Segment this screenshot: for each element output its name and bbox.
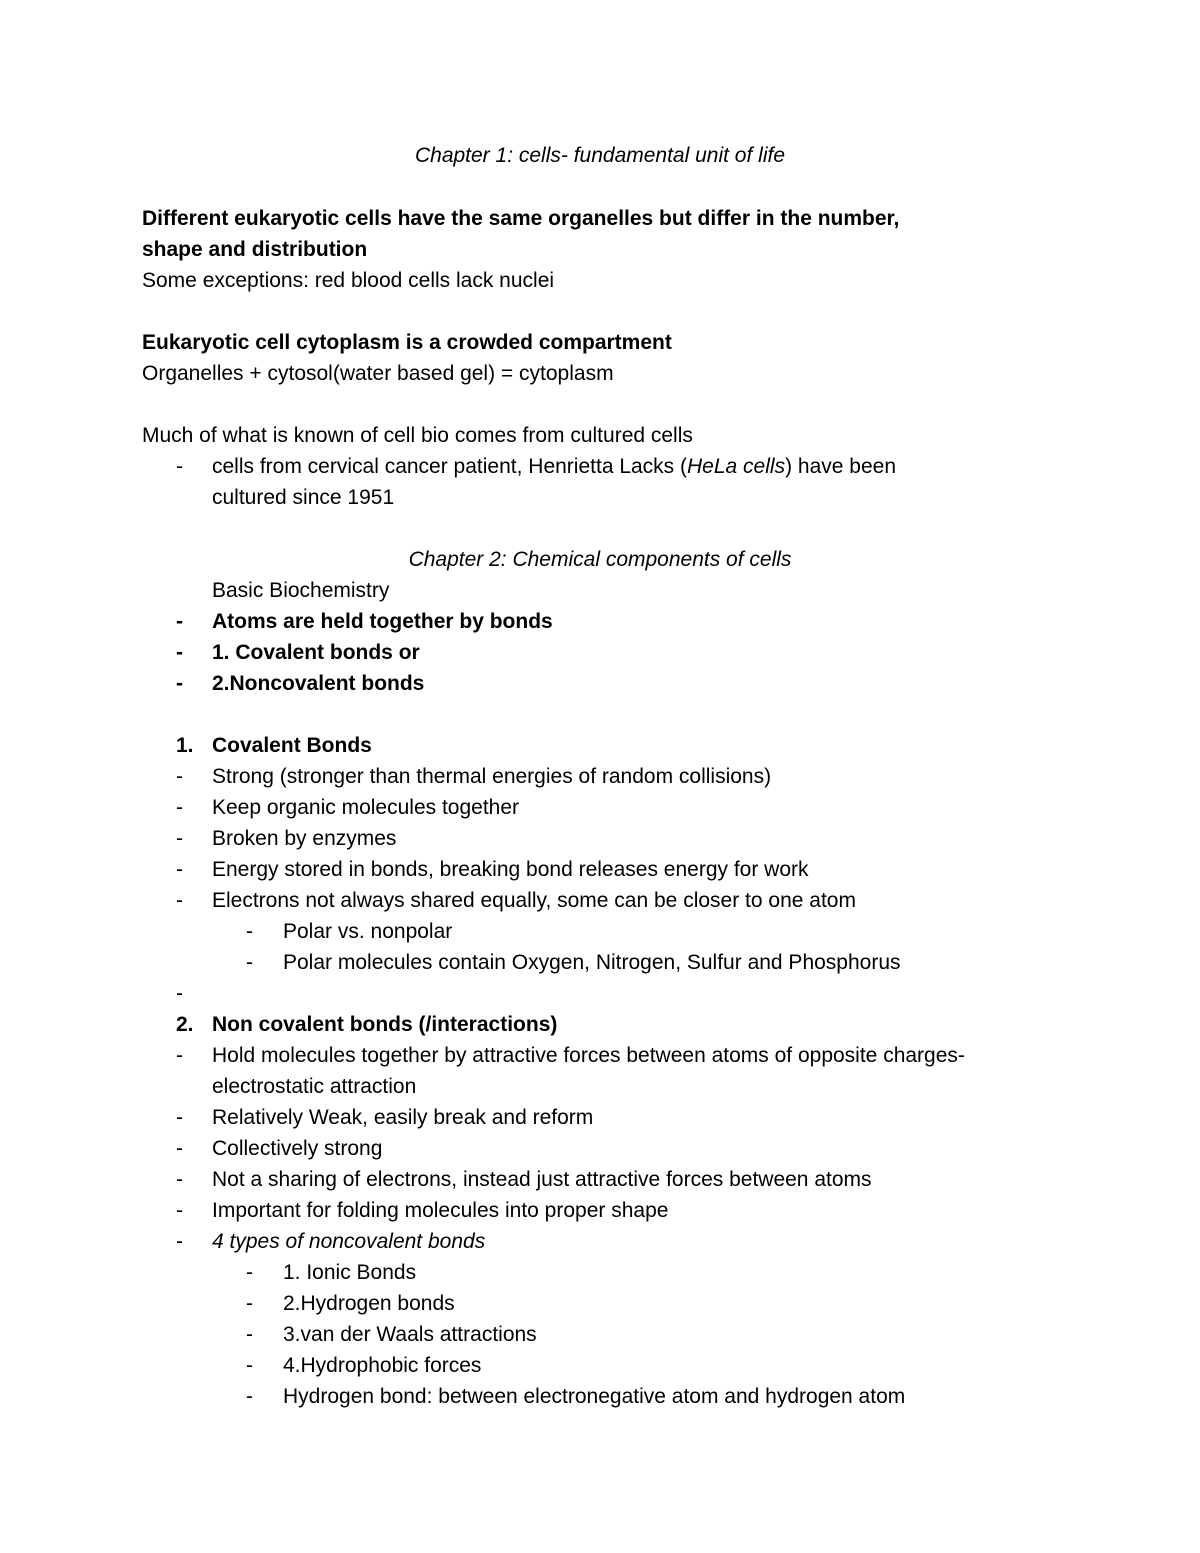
hela-line1 [212,451,1200,482]
list-item: 2.Hydrogen bonds [283,1292,455,1315]
list-item: 1. Covalent bonds or [212,641,420,664]
list-item: Polar vs. nonpolar [283,920,453,943]
list-item: Hold molecules together by attractive forces between atoms of opposite charges- [212,1044,965,1067]
list-item: Electrons not always shared equally, some can be closer to one atom [212,889,856,912]
bullet-dash: - [176,1168,183,1191]
heading-organelles-line2: shape and distribution [142,238,368,261]
hela-italic: HeLa cells [687,455,786,478]
heading-organelles-line1: Different eukaryotic cells have the same organelles but differ in the number, [142,207,900,230]
bullet-dash: - [246,920,253,943]
bullet-dash: - [176,765,183,788]
bullet-dash: - [176,455,183,478]
bullet-dash: - [176,982,183,1005]
list-item: Polar molecules contain Oxygen, Nitrogen, Sulfur and Phosphorus [283,951,901,974]
list-item: Keep organic molecules together [212,796,520,819]
list-item: Relatively Weak, easily break and reform [212,1106,594,1129]
list-item: Atoms are held together by bonds [212,610,553,633]
bullet-dash: - [176,827,183,850]
hela-text-after: ) have been [785,455,896,478]
noncovalent-types-label: 4 types of noncovalent bonds [212,1230,486,1253]
bullet-dash: - [176,610,183,633]
list-item: Strong (stronger than thermal energies of random collisions) [212,765,772,788]
hela-text-before: cells from cervical cancer patient, Henrietta Lacks ( [212,455,688,478]
bullet-dash: - [176,1044,183,1067]
list-item: 3.van der Waals attractions [283,1323,537,1346]
list-item: Broken by enzymes [212,827,397,850]
chapter1-title: Chapter 1: cells- fundamental unit of life [414,144,786,167]
noncovalent-number: 2. [176,1013,194,1036]
list-item: 1. Ionic Bonds [283,1261,417,1284]
list-item: Collectively strong [212,1137,383,1160]
list-item: Hydrogen bond: between electronegative atom and hydrogen atom [283,1385,906,1408]
bullet-dash: - [246,1354,253,1377]
cultured-cells-text: Much of what is known of cell bio comes from cultured cells [142,424,693,447]
bullet-dash: - [246,1385,253,1408]
bullet-dash: - [176,858,183,881]
covalent-number: 1. [176,734,194,757]
bullet-dash: - [176,641,183,664]
list-item-continuation: electrostatic attraction [212,1075,417,1098]
noncovalent-heading: Non covalent bonds (/interactions) [212,1013,558,1036]
bullet-dash: - [176,1199,183,1222]
bullet-dash: - [246,1323,253,1346]
hela-line2: cultured since 1951 [212,486,395,509]
covalent-heading: Covalent Bonds [212,734,372,757]
bullet-dash: - [246,1261,253,1284]
bullet-dash: - [176,1230,183,1253]
bullet-dash: - [176,1137,183,1160]
list-item: Not a sharing of electrons, instead just attractive forces between atoms [212,1168,872,1191]
bullet-dash: - [246,951,253,974]
bullet-dash: - [176,889,183,912]
bullet-dash: - [246,1292,253,1315]
basic-biochemistry: Basic Biochemistry [212,579,390,602]
bullet-dash: - [176,796,183,819]
list-item: Energy stored in bonds, breaking bond releases energy for work [212,858,809,881]
list-item: 4.Hydrophobic forces [283,1354,482,1377]
list-item: 2.Noncovalent bonds [212,672,425,695]
exceptions-text: Some exceptions: red blood cells lack nuclei [142,269,555,292]
cytoplasm-equation: Organelles + cytosol(water based gel) = cytoplasm [142,362,614,385]
bullet-dash: - [176,672,183,695]
chapter2-title: Chapter 2: Chemical components of cells [408,548,792,571]
heading-cytoplasm: Eukaryotic cell cytoplasm is a crowded compartment [142,331,672,354]
list-item: Important for folding molecules into proper shape [212,1199,669,1222]
bullet-dash: - [176,1106,183,1129]
